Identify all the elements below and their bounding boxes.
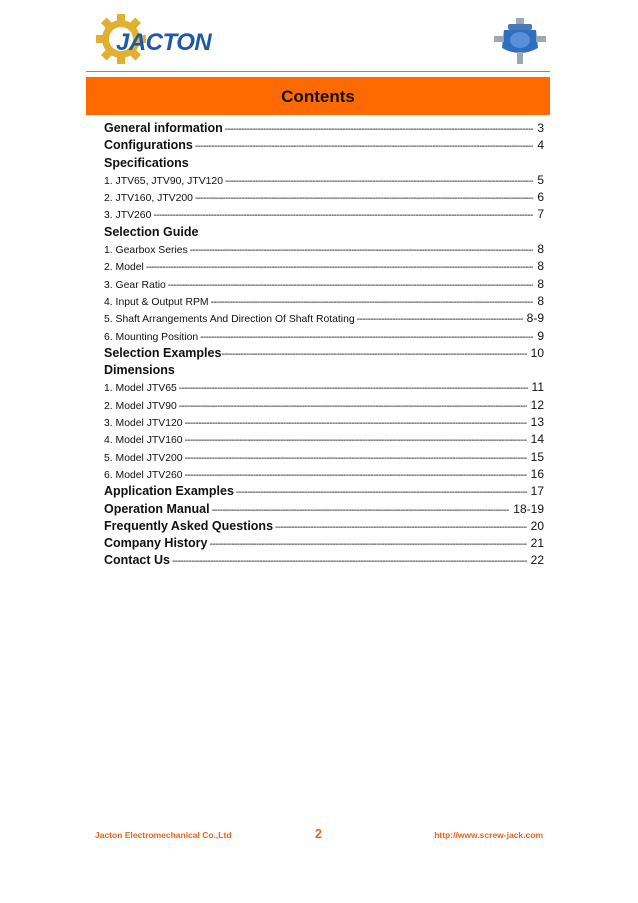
toc-entry[interactable] — [104, 502, 544, 519]
toc-page-number: 16 — [530, 466, 544, 481]
toc-entry[interactable] — [104, 484, 544, 501]
toc-entry[interactable] — [104, 138, 544, 155]
gearbox-product-icon — [494, 18, 546, 64]
toc-leader-dashes — [185, 470, 527, 481]
toc-leader-dashes — [221, 349, 526, 360]
toc-leader-dashes — [185, 418, 527, 429]
toc-entry[interactable] — [104, 173, 544, 190]
toc-leader-dashes — [275, 522, 527, 533]
toc-page-number: 22 — [530, 553, 544, 568]
toc-leader-dashes — [168, 280, 534, 291]
toc-entry[interactable] — [104, 259, 544, 276]
toc-entry-label: Contact Us — [104, 553, 170, 568]
toc-entry-label: 5. Shaft Arrangements And Direction Of Shaft Rotating — [104, 314, 355, 326]
toc-page-number: 13 — [530, 415, 544, 430]
toc-leader-dashes — [190, 245, 534, 256]
toc-entry[interactable] — [104, 536, 544, 553]
toc-leader-dashes — [185, 453, 527, 464]
toc-entry[interactable] — [104, 329, 544, 346]
toc-page-number: 9 — [537, 328, 544, 343]
toc-page-number: 20 — [530, 518, 544, 533]
toc-leader-dashes — [200, 332, 533, 343]
toc-page-number: 8 — [537, 276, 544, 291]
toc-leader-dashes — [225, 176, 533, 187]
toc-page-number: 17 — [530, 484, 544, 499]
toc-entry-label: General information — [104, 121, 223, 135]
toc-entry[interactable] — [104, 311, 544, 328]
toc-page-number: 8 — [537, 293, 544, 308]
toc-leader-dashes — [211, 297, 534, 308]
toc-leader-dashes — [146, 262, 533, 273]
toc-leader-dashes — [185, 435, 527, 446]
footer-company: Jacton Electromechanical Co.,Ltd — [95, 830, 232, 840]
toc-page-number: 6 — [537, 190, 544, 205]
toc-leader-dashes — [153, 210, 533, 221]
toc-page-number: 8-9 — [526, 311, 544, 326]
toc-entry[interactable] — [104, 553, 544, 570]
toc-entry-label: Configurations — [104, 138, 193, 153]
toc-leader-dashes — [195, 193, 533, 204]
toc-page-number: 21 — [530, 536, 544, 551]
toc-page-number: 4 — [537, 138, 544, 153]
toc-page-number: 10 — [530, 345, 544, 360]
toc-entry-label: 3. Model JTV120 — [104, 418, 183, 430]
toc-leader-dashes — [212, 505, 510, 516]
toc-entry-label: 1. Model JTV65 — [104, 383, 177, 395]
toc-entry-label: 2. JTV160, JTV200 — [104, 193, 193, 205]
toc-entry[interactable] — [104, 190, 544, 207]
toc-entry-label: Selection Examples — [104, 345, 222, 360]
toc-entry[interactable] — [104, 415, 544, 432]
toc-entry-label: Company History — [104, 536, 208, 551]
toc-entry-label: Frequently Asked Questions — [104, 518, 274, 533]
toc-entry[interactable] — [104, 346, 544, 363]
toc-page-number: 18-19 — [513, 501, 544, 516]
toc-entry-label: 3. JTV260 — [104, 210, 152, 222]
toc-entry[interactable] — [104, 242, 544, 259]
toc-entry[interactable] — [104, 432, 544, 449]
header-rule — [86, 71, 550, 72]
toc-leader-dashes — [195, 141, 533, 152]
footer-page-number: 2 — [315, 827, 322, 841]
toc-entry-label: 2. Model JTV90 — [104, 400, 177, 412]
contents-banner — [86, 77, 550, 115]
footer-url[interactable]: http://www.screw-jack.com — [434, 830, 543, 840]
toc-entry-label: Operation Manual — [104, 501, 210, 516]
toc-page-number: 7 — [537, 207, 544, 222]
table-of-contents — [104, 121, 544, 571]
toc-page-number: 8 — [537, 242, 544, 257]
toc-page-number: 8 — [537, 259, 544, 274]
logo-wordmark: JACTON — [116, 29, 212, 56]
page-title: Contents — [281, 87, 355, 106]
toc-entry-label: Dimensions — [104, 363, 175, 378]
toc-entry-label: 4. Model JTV160 — [104, 435, 183, 447]
toc-entry[interactable] — [104, 450, 544, 467]
toc-entry-label: Selection Guide — [104, 224, 199, 239]
toc-entry-label: Specifications — [104, 155, 189, 170]
toc-entry[interactable] — [104, 519, 544, 536]
toc-page-number: 5 — [537, 172, 544, 187]
toc-leader-dashes — [179, 383, 528, 394]
toc-entry[interactable] — [104, 380, 544, 397]
toc-page-number: 15 — [530, 449, 544, 464]
toc-entry[interactable] — [104, 294, 544, 311]
toc-entry[interactable] — [104, 467, 544, 484]
toc-leader-dashes — [357, 314, 523, 325]
toc-leader-dashes — [236, 487, 527, 498]
toc-section-heading — [104, 225, 544, 242]
toc-page-number: 11 — [531, 380, 544, 395]
toc-section-heading — [104, 363, 544, 380]
toc-entry-label: Application Examples — [104, 484, 234, 499]
page-footer — [95, 828, 543, 844]
page-header — [0, 0, 638, 75]
toc-entry-label: 1. Gearbox Series — [104, 245, 188, 257]
toc-leader-dashes — [225, 124, 534, 135]
toc-entry[interactable] — [104, 398, 544, 415]
toc-page-number: 3 — [537, 121, 544, 135]
toc-entry-label: 6. Model JTV260 — [104, 469, 183, 481]
toc-page-number: 14 — [530, 432, 544, 447]
toc-entry[interactable] — [104, 121, 544, 138]
toc-entry-label: 3. Gear Ratio — [104, 279, 166, 291]
toc-leader-dashes — [210, 539, 527, 550]
toc-leader-dashes — [179, 401, 527, 412]
toc-page-number: 12 — [530, 397, 544, 412]
jacton-logo — [94, 12, 210, 66]
toc-entry[interactable] — [104, 207, 544, 224]
toc-leader-dashes — [172, 556, 527, 567]
toc-entry[interactable] — [104, 277, 544, 294]
toc-entry-label: 6. Mounting Position — [104, 331, 199, 343]
toc-section-heading — [104, 156, 544, 173]
toc-entry-label: 5. Model JTV200 — [104, 452, 183, 464]
toc-entry-label: 2. Model — [104, 262, 144, 274]
toc-entry-label: 4. Input & Output RPM — [104, 296, 209, 308]
toc-entry-label: 1. JTV65, JTV90, JTV120 — [104, 175, 223, 187]
